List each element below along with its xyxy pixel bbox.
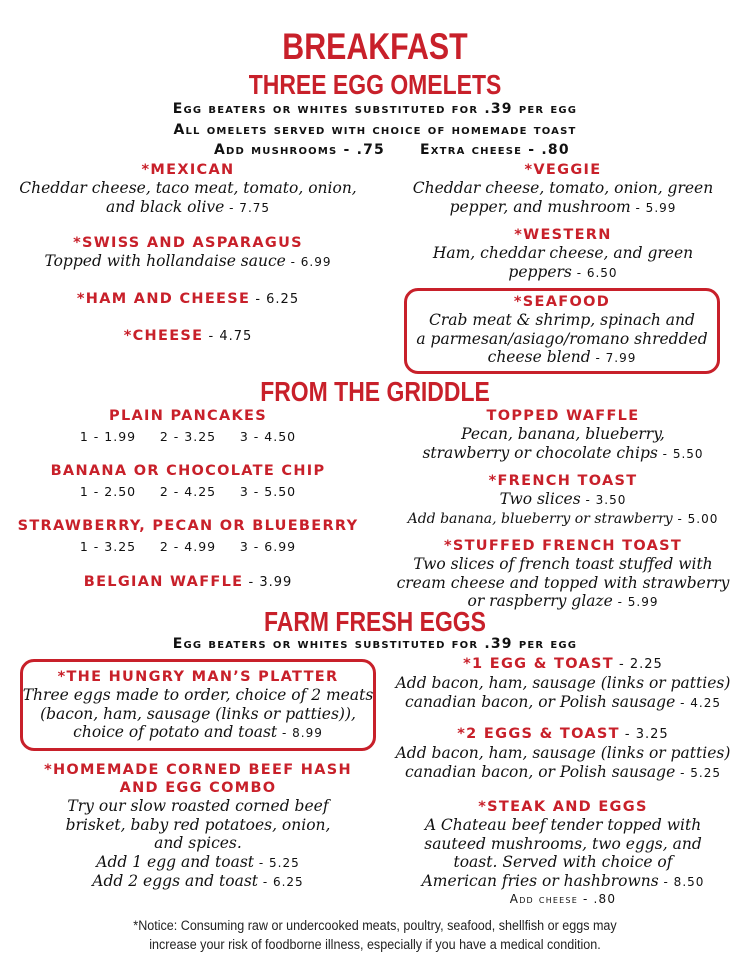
menu-item-belgian-waffle [0, 572, 376, 592]
menu-item-steak-eggs [376, 798, 750, 907]
desc-text: and black olive [105, 197, 225, 216]
item-price: - 6.25 [250, 292, 300, 307]
item-name: *HOMEMADE CORNED BEEF HASH [44, 762, 352, 778]
price-tier: 3 - 4.50 [239, 429, 297, 444]
item-description [0, 853, 396, 873]
item-price: - 7.99 [590, 351, 637, 365]
eggs-note-substitution: Egg beaters or whites substituted for .39 per egg [172, 636, 578, 652]
item-description: Cheddar cheese, tomato, onion, green [412, 179, 714, 197]
item-name: *VEGGIE [524, 162, 602, 178]
item-name: TOPPED WAFFLE [486, 408, 640, 424]
item-price: - 3.99 [243, 575, 293, 590]
item-description: cream cheese and topped with strawberry [396, 573, 730, 592]
item-price: - 2.25 [613, 657, 663, 672]
addon-extra-cheese: Extra cheese - .80 [420, 142, 570, 158]
item-price: - 6.25 [258, 875, 304, 889]
item-description [0, 872, 396, 892]
menu-item-hungry-man [20, 668, 376, 743]
price-tier: 3 - 6.99 [239, 539, 297, 554]
item-price: - 8.50 [658, 874, 705, 889]
desc-text: canadian bacon, or Polish sausage [405, 762, 676, 781]
menu-item-stuffed-french-toast [376, 537, 750, 612]
item-price: - 5.00 [672, 511, 719, 526]
item-description: sauteed mushrooms, two eggs, and [424, 834, 702, 853]
item-description [376, 198, 750, 218]
item-description: and spices. [154, 834, 242, 852]
menu-item-two-eggs-toast [376, 724, 750, 782]
menu-item-one-egg-toast [376, 654, 750, 712]
price-tiers [0, 427, 376, 447]
desc-text: cheese blend [487, 348, 591, 366]
desc-text: Add 2 eggs and toast [92, 872, 259, 890]
item-price: - 8.99 [277, 726, 323, 740]
item-name: BELGIAN WAFFLE [83, 574, 244, 590]
item-name: STRAWBERRY, PECAN OR BLUEBERRY [17, 518, 359, 534]
item-description [376, 693, 750, 713]
item-price: - 3.50 [580, 493, 627, 507]
item-name: *SWISS AND ASPARAGUS [73, 235, 303, 251]
item-name: *HAM AND CHEESE [76, 291, 251, 307]
item-description: Crab meat & shrimp, spinach and [429, 311, 695, 329]
item-description [0, 252, 376, 272]
item-price: - 6.99 [285, 255, 332, 269]
price-tier: 1 - 2.50 [79, 484, 137, 499]
item-name: *FRENCH TOAST [488, 473, 638, 489]
item-price: - 5.25 [254, 855, 300, 870]
menu-item-plain-pancakes [0, 407, 376, 447]
desc-text: strawberry or chocolate chips [422, 443, 658, 462]
item-name: *WESTERN [514, 227, 612, 243]
item-description: Pecan, banana, blueberry, [461, 425, 665, 443]
item-name: *MEXICAN [141, 162, 235, 178]
item-name: PLAIN PANCAKES [109, 408, 267, 424]
desc-text: Add 1 egg and toast [96, 852, 255, 871]
item-description [404, 348, 720, 368]
page-title: BREAKFAST [282, 26, 468, 67]
addon-mushrooms: Add mushrooms - .75 [214, 142, 385, 158]
menu-item-banana-chocolate [0, 462, 376, 502]
item-price: - 6.50 [571, 265, 618, 280]
item-description: Add bacon, ham, sausage (links or patties) [395, 744, 731, 762]
health-notice [26, 916, 724, 954]
section-heading-omelets: THREE EGG OMELETS [248, 69, 502, 100]
section-heading-eggs: FARM FRESH EGGS [264, 606, 486, 637]
item-description [376, 510, 750, 529]
item-name: AND EGG COMBO [119, 780, 277, 796]
desc-text: peppers [508, 262, 572, 281]
item-description: Ham, cheddar cheese, and green [432, 244, 694, 262]
item-name: *SEAFOOD [513, 294, 611, 310]
item-name: *1 EGG & TOAST [463, 656, 614, 672]
desc-text: Two slices [499, 490, 581, 508]
price-tiers [0, 482, 376, 502]
notice-line: *Notice: Consuming raw or undercooked meats, poultry, seafood, shellfish or eggs may [133, 918, 617, 933]
price-tier: 3 - 5.50 [239, 484, 297, 499]
omelets-note-toast: All omelets served with choice of homemade toast [173, 122, 577, 138]
item-description [376, 490, 750, 510]
item-description: toast. Served with choice of [453, 853, 673, 871]
menu-item-seafood [404, 293, 720, 368]
item-price: - 5.99 [612, 595, 659, 609]
desc-text: choice of potato and toast [73, 723, 278, 741]
section-heading-griddle: FROM THE GRIDDLE [260, 376, 490, 407]
addon-cheese: Add cheese - .80 [509, 892, 617, 906]
item-description: Add bacon, ham, sausage (links or patties) [395, 674, 731, 692]
item-price: - 4.75 [203, 329, 253, 344]
menu-item-cheese [0, 326, 376, 346]
item-price: - 3.25 [619, 727, 669, 742]
item-description [376, 763, 750, 783]
notice-line: increase your risk of foodborne illness, especially if you have a medical condition. [149, 937, 601, 952]
item-description [20, 723, 376, 743]
desc-text: or raspberry glaze [467, 592, 613, 610]
item-name: *CHEESE [123, 328, 204, 344]
menu-item-veggie [376, 161, 750, 217]
item-description: A Chateau beef tender topped with [424, 816, 702, 834]
item-description: brisket, baby red potatoes, onion, [65, 815, 331, 834]
menu-item-western [376, 226, 750, 282]
item-description [376, 872, 750, 892]
item-price: - 4.25 [675, 695, 721, 710]
item-description: Cheddar cheese, taco meat, tomato, onion, [19, 179, 357, 197]
price-tier: 1 - 1.99 [79, 429, 137, 444]
item-price: - 5.50 [657, 446, 704, 461]
item-price: - 5.25 [675, 765, 721, 780]
item-price: - 7.75 [224, 200, 271, 215]
item-description: Three eggs made to order, choice of 2 meats [22, 686, 374, 704]
menu-item-topped-waffle [376, 407, 750, 463]
item-description [376, 263, 750, 283]
item-description [0, 198, 376, 218]
item-description: Try our slow roasted corned beef [67, 797, 329, 815]
desc-text: Topped with hollandaise sauce [44, 252, 286, 270]
item-name: *STEAK AND EGGS [478, 799, 648, 815]
item-name: BANANA OR CHOCOLATE CHIP [50, 463, 326, 479]
item-name: *THE HUNGRY MAN’S PLATTER [57, 669, 339, 685]
price-tier: 2 - 4.25 [159, 484, 217, 499]
omelets-note-substitution: Egg beaters or whites substituted for .39 per egg [172, 101, 578, 117]
desc-text: Add banana, blueberry or strawberry [407, 510, 673, 527]
menu-item-corned-beef-hash [0, 761, 396, 892]
item-description [376, 444, 750, 464]
price-tiers [0, 537, 376, 557]
price-tier: 2 - 4.99 [159, 539, 217, 554]
item-description: a parmesan/asiago/romano shredded [416, 329, 708, 348]
item-description: (bacon, ham, sausage (links or patties)), [40, 704, 356, 723]
item-description: Two slices of french toast stuffed with [413, 555, 713, 573]
menu-item-french-toast [376, 472, 750, 528]
price-tier: 1 - 3.25 [79, 539, 137, 554]
item-price: - 5.99 [630, 200, 677, 215]
menu-item-mexican [0, 161, 376, 217]
menu-item-swiss-asparagus [0, 234, 376, 272]
price-tier: 2 - 3.25 [159, 429, 217, 444]
item-name: *2 EGGS & TOAST [457, 726, 620, 742]
item-heading [376, 654, 750, 674]
item-name: *STUFFED FRENCH TOAST [443, 538, 683, 554]
item-heading [376, 724, 750, 744]
desc-text: pepper, and mushroom [449, 197, 631, 216]
menu-item-strawberry-pecan [0, 517, 376, 557]
desc-text: canadian bacon, or Polish sausage [405, 692, 676, 711]
desc-text: American fries or hashbrowns [421, 871, 659, 890]
menu-item-ham-cheese [0, 289, 376, 309]
